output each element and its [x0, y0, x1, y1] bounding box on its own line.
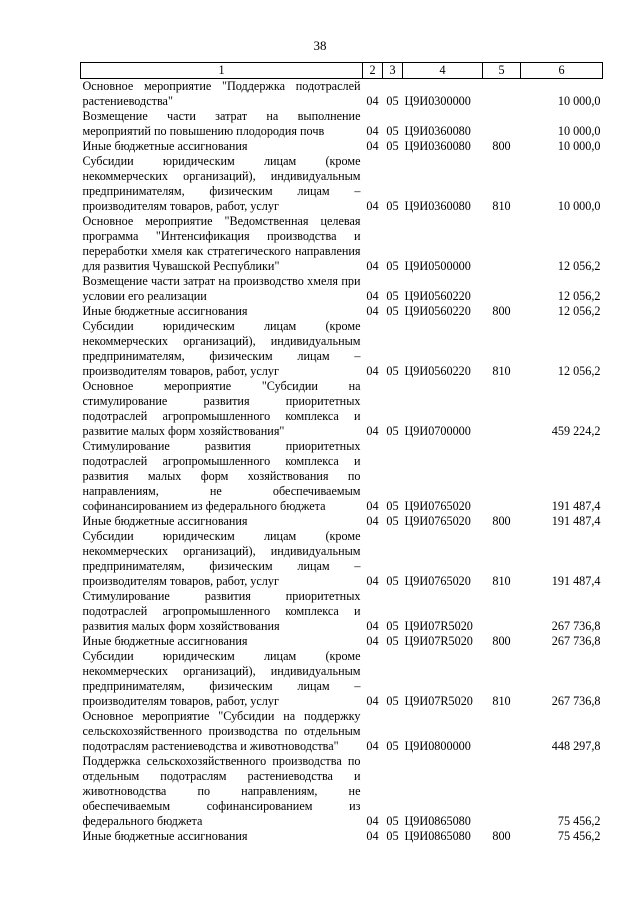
row-expense-type [483, 754, 521, 829]
row-section: 04 [366, 514, 379, 528]
table-row [81, 649, 603, 709]
row-amount: 75 456,2 [557, 829, 601, 843]
row-target-article: Ц9И07R5020 [404, 619, 473, 633]
row-subsection: 05 [386, 304, 399, 318]
row-target-article: Ц9И07R5020 [404, 694, 473, 708]
row-expense-type [483, 274, 521, 304]
row-subsection: 05 [386, 499, 399, 513]
row-name: Основное мероприятие "Поддержка подотраслей растениеводства" [82, 79, 361, 108]
row-name: Субсидии юридическим лицам (кроме некоммерческих организаций), индивидуальным предпринимателям, физическим лицам – производителям товаров, работ, услуг [82, 154, 361, 213]
row-subsection: 05 [386, 739, 399, 753]
table-row [81, 829, 603, 844]
row-amount: 10 000,0 [557, 124, 601, 138]
column-header-1: 1 [81, 63, 363, 79]
row-section: 04 [366, 139, 379, 153]
row-name: Субсидии юридическим лицам (кроме некоммерческих организаций), индивидуальным предпринимателям, физическим лицам – производителям товаров, работ, услуг [82, 529, 361, 588]
row-name: Иные бюджетные ассигнования [82, 304, 248, 318]
table-body [81, 79, 603, 845]
row-amount: 267 736,8 [551, 619, 601, 633]
row-subsection: 05 [386, 814, 399, 828]
row-subsection: 05 [386, 574, 399, 588]
row-amount: 12 056,2 [557, 304, 601, 318]
row-subsection: 05 [386, 619, 399, 633]
row-target-article: Ц9И0360080 [404, 139, 471, 153]
row-subsection: 05 [386, 634, 399, 648]
row-target-article: Ц9И0765020 [404, 574, 471, 588]
row-expense-type [483, 214, 521, 274]
budget-table [80, 62, 603, 844]
table-row [81, 754, 603, 829]
row-name: Субсидии юридическим лицам (кроме некоммерческих организаций), индивидуальным предпринимателям, физическим лицам – производителям товаров, работ, услуг [82, 319, 361, 378]
row-section: 04 [366, 739, 379, 753]
table-row [81, 139, 603, 154]
row-section: 04 [366, 199, 379, 213]
row-expense-type: 810 [492, 364, 511, 378]
header-row [81, 63, 603, 79]
column-header-5: 5 [483, 63, 521, 79]
row-name: Иные бюджетные ассигнования [82, 514, 248, 528]
row-section: 04 [366, 124, 379, 138]
row-subsection: 05 [386, 199, 399, 213]
row-section: 04 [366, 289, 379, 303]
row-amount: 12 056,2 [557, 259, 601, 273]
row-expense-type: 810 [492, 199, 511, 213]
row-name: Стимулирование развития приоритетных подотраслей агропромышленного комплекса и развития малых форм хозяйствования [82, 589, 361, 633]
row-target-article: Ц9И0865080 [404, 829, 471, 843]
row-section: 04 [366, 424, 379, 438]
row-expense-type: 800 [492, 634, 511, 648]
row-subsection: 05 [386, 424, 399, 438]
column-header-3: 3 [383, 63, 403, 79]
row-expense-type: 810 [492, 574, 511, 588]
table-row [81, 709, 603, 754]
row-section: 04 [366, 94, 379, 108]
row-amount: 10 000,0 [557, 94, 601, 108]
row-expense-type: 800 [492, 304, 511, 318]
row-expense-type: 800 [492, 829, 511, 843]
row-name: Основное мероприятие "Субсидии на поддержку сельскохозяйственного производства по отдельным подотраслям растениеводства и животноводства" [82, 709, 361, 753]
row-expense-type [483, 589, 521, 634]
table-row [81, 154, 603, 214]
row-amount: 267 736,8 [551, 694, 601, 708]
row-amount: 191 487,4 [551, 514, 601, 528]
column-header-6: 6 [521, 63, 603, 79]
row-target-article: Ц9И0800000 [404, 739, 471, 753]
row-section: 04 [366, 574, 379, 588]
row-amount: 267 736,8 [551, 634, 601, 648]
row-section: 04 [366, 634, 379, 648]
row-subsection: 05 [386, 139, 399, 153]
row-subsection: 05 [386, 124, 399, 138]
row-section: 04 [366, 364, 379, 378]
row-amount: 10 000,0 [557, 139, 601, 153]
row-name: Основное мероприятие "Ведомственная целевая программа "Интенсификация производства и переработки хмеля как стратегического направления для развития Чувашской Республики" [82, 214, 361, 273]
row-name: Иные бюджетные ассигнования [82, 139, 248, 153]
row-expense-type: 800 [492, 139, 511, 153]
row-expense-type [483, 79, 521, 110]
table-row [81, 439, 603, 514]
row-name: Возмещение части затрат на выполнение мероприятий по повышению плодородия почв [82, 109, 361, 138]
table-row [81, 109, 603, 139]
table-row [81, 634, 603, 649]
row-target-article: Ц9И0300000 [404, 94, 471, 108]
table-row [81, 514, 603, 529]
row-section: 04 [366, 304, 379, 318]
row-section: 04 [366, 259, 379, 273]
row-name: Субсидии юридическим лицам (кроме некоммерческих организаций), индивидуальным предпринимателям, физическим лицам – производителям товаров, работ, услуг [82, 649, 361, 708]
row-target-article: Ц9И0700000 [404, 424, 471, 438]
table-header [81, 63, 603, 79]
row-subsection: 05 [386, 694, 399, 708]
row-amount: 191 487,4 [551, 499, 601, 513]
row-section: 04 [366, 814, 379, 828]
row-target-article: Ц9И0765020 [404, 499, 471, 513]
row-section: 04 [366, 829, 379, 843]
row-expense-type [483, 709, 521, 754]
row-subsection: 05 [386, 829, 399, 843]
row-subsection: 05 [386, 289, 399, 303]
row-name: Основное мероприятие "Субсидии на стимулирование развития приоритетных подотраслей агропромышленного комплекса и развитие малых форм хозяйствования" [82, 379, 361, 438]
row-target-article: Ц9И0765020 [404, 514, 471, 528]
row-section: 04 [366, 619, 379, 633]
row-subsection: 05 [386, 514, 399, 528]
table-row [81, 319, 603, 379]
table-row [81, 304, 603, 319]
row-subsection: 05 [386, 94, 399, 108]
row-name: Возмещение части затрат на производство хмеля при условии его реализации [82, 274, 361, 303]
table-row [81, 379, 603, 439]
row-amount: 12 056,2 [557, 364, 601, 378]
table-row [81, 214, 603, 274]
table-row [81, 79, 603, 110]
page-number: 38 [313, 38, 327, 53]
row-expense-type: 810 [492, 694, 511, 708]
row-name: Иные бюджетные ассигнования [82, 634, 248, 648]
row-name: Поддержка сельскохозяйственного производства по отдельным подотраслям растениеводства и животноводства по направлениям, не обеспечиваемым софинансированием из федерального бюджета [82, 754, 361, 828]
table-row [81, 589, 603, 634]
row-target-article: Ц9И07R5020 [404, 634, 473, 648]
row-amount: 75 456,2 [557, 814, 601, 828]
table-row [81, 529, 603, 589]
row-target-article: Ц9И0360080 [404, 124, 471, 138]
row-expense-type [483, 439, 521, 514]
row-target-article: Ц9И0560220 [404, 289, 471, 303]
row-amount: 191 487,4 [551, 574, 601, 588]
row-expense-type [483, 109, 521, 139]
row-name: Иные бюджетные ассигнования [82, 829, 248, 843]
row-section: 04 [366, 694, 379, 708]
row-amount: 448 297,8 [551, 739, 601, 753]
row-amount: 12 056,2 [557, 289, 601, 303]
row-expense-type [483, 379, 521, 439]
row-subsection: 05 [386, 364, 399, 378]
row-target-article: Ц9И0500000 [404, 259, 471, 273]
row-target-article: Ц9И0560220 [404, 304, 471, 318]
row-target-article: Ц9И0560220 [404, 364, 471, 378]
table-row [81, 274, 603, 304]
row-section: 04 [366, 499, 379, 513]
row-target-article: Ц9И0360080 [404, 199, 471, 213]
row-amount: 10 000,0 [557, 199, 601, 213]
column-header-2: 2 [363, 63, 383, 79]
row-name: Стимулирование развития приоритетных подотраслей агропромышленного комплекса и развития малых форм хозяйствования по направлениям, не обеспечиваемым софинансированием из федерального бюджета [82, 439, 361, 513]
column-header-4: 4 [403, 63, 483, 79]
row-subsection: 05 [386, 259, 399, 273]
row-expense-type: 800 [492, 514, 511, 528]
row-amount: 459 224,2 [551, 424, 601, 438]
row-target-article: Ц9И0865080 [404, 814, 471, 828]
